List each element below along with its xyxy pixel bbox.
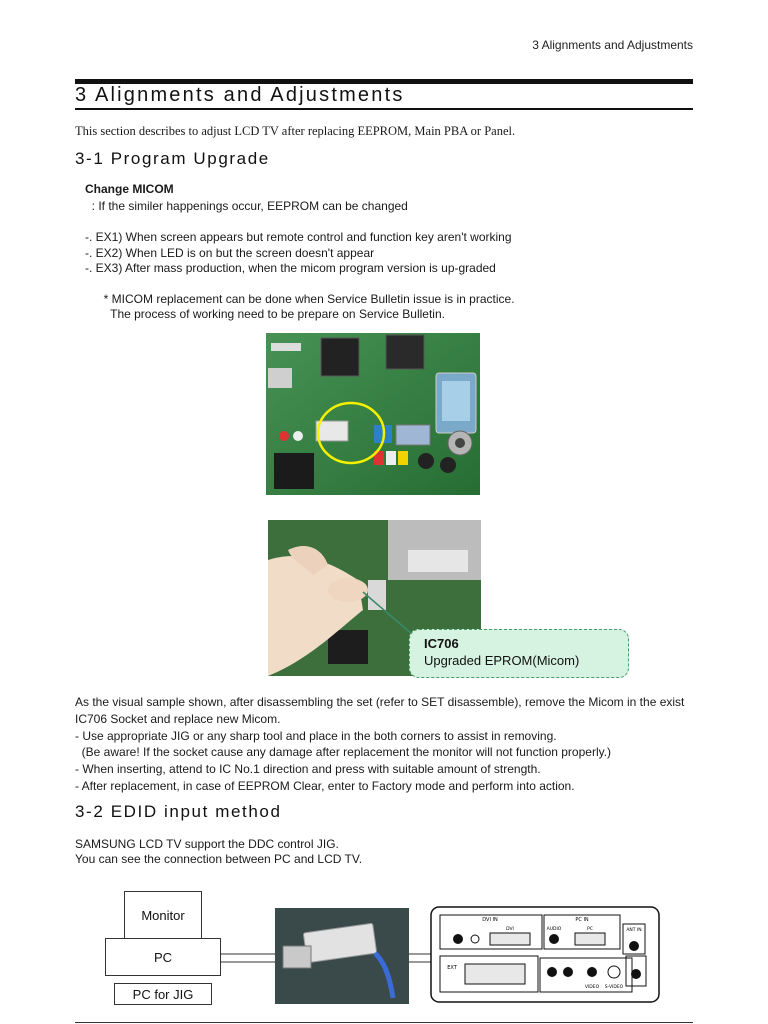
- example-line-2: -. EX2) When LED is on but the screen doesn't appear: [85, 246, 375, 260]
- connector-panel-illustration: [430, 906, 660, 1003]
- edid-line-1: SAMSUNG LCD TV support the DDC control JIG.: [75, 837, 339, 851]
- note-line-1: * MICOM replacement can be done when Service Bulletin issue is in practice.: [97, 292, 515, 306]
- pc-label: PC: [587, 927, 593, 932]
- main-board-photo: [266, 333, 480, 495]
- section-title-edid: 3-2 EDID input method: [75, 802, 282, 821]
- svideo-label: S-VIDEO: [604, 985, 624, 990]
- pc-box: PC: [105, 938, 221, 976]
- chapter-intro: This section describes to adjust LCD TV after replacing EEPROM, Main PBA or Panel.: [75, 124, 516, 138]
- paragraph-line-4: (Be aware! If the socket cause any damage after replacement the monitor will not function properly.): [75, 745, 612, 759]
- paragraph-line-3: - Use appropriate JIG or any sharp tool and place in the both corners to assist in removing.: [75, 729, 557, 743]
- condition-line: : If the similer happenings occur, EEPROM can be changed: [85, 199, 408, 213]
- section-title-program-upgrade: 3-1 Program Upgrade: [75, 149, 270, 168]
- paragraph-line-1: As the visual sample shown, after disassembling the set (refer to SET disassemble), remove the Micom in the exist: [75, 695, 685, 709]
- video-label: VIDEO: [584, 985, 600, 990]
- footer-rule: [75, 1022, 693, 1023]
- example-line-1: -. EX1) When screen appears but remote control and function key aren't working: [85, 230, 512, 244]
- ic706-callout: [409, 629, 629, 678]
- paragraph-line-6: - After replacement, in case of EEPROM Clear, enter to Factory mode and perform into action.: [75, 779, 575, 793]
- ant-in-label: ANT IN: [626, 928, 642, 933]
- dvi-in-label: DVI IN: [482, 917, 498, 923]
- ddc-jig-photo: [275, 908, 409, 1004]
- heading-rule-bottom: [75, 108, 693, 110]
- monitor-box: Monitor: [124, 891, 202, 939]
- dvi-label: DVI: [506, 927, 514, 932]
- jig-illustration: [275, 908, 409, 1004]
- tv-connector-panel: [430, 906, 660, 1003]
- audio-label: AUDIO: [546, 927, 562, 932]
- edid-line-2: You can see the connection between PC and LCD TV.: [75, 852, 363, 866]
- subheading-change-micom: Change MICOM: [85, 182, 174, 196]
- example-line-3: -. EX3) After mass production, when the micom program version is up-graded: [85, 261, 496, 275]
- main-board-illustration: [266, 333, 480, 495]
- callout-subtitle: Upgraded EPROM(Micom): [424, 653, 580, 668]
- paragraph-line-2: IC706 Socket and replace new Micom.: [75, 712, 281, 726]
- chapter-title: 3 Alignments and Adjustments: [75, 84, 405, 106]
- callout-title: IC706: [424, 636, 459, 651]
- pc-in-label: PC IN: [575, 917, 589, 923]
- ext-label: EXT: [447, 965, 457, 971]
- paragraph-line-5: - When inserting, attend to IC No.1 direction and press with suitable amount of strength.: [75, 762, 541, 776]
- pc-for-jig-box: PC for JIG: [114, 983, 212, 1005]
- running-header: 3 Alignments and Adjustments: [532, 38, 693, 52]
- note-line-2: The process of working need to be prepare on Service Bulletin.: [97, 307, 445, 321]
